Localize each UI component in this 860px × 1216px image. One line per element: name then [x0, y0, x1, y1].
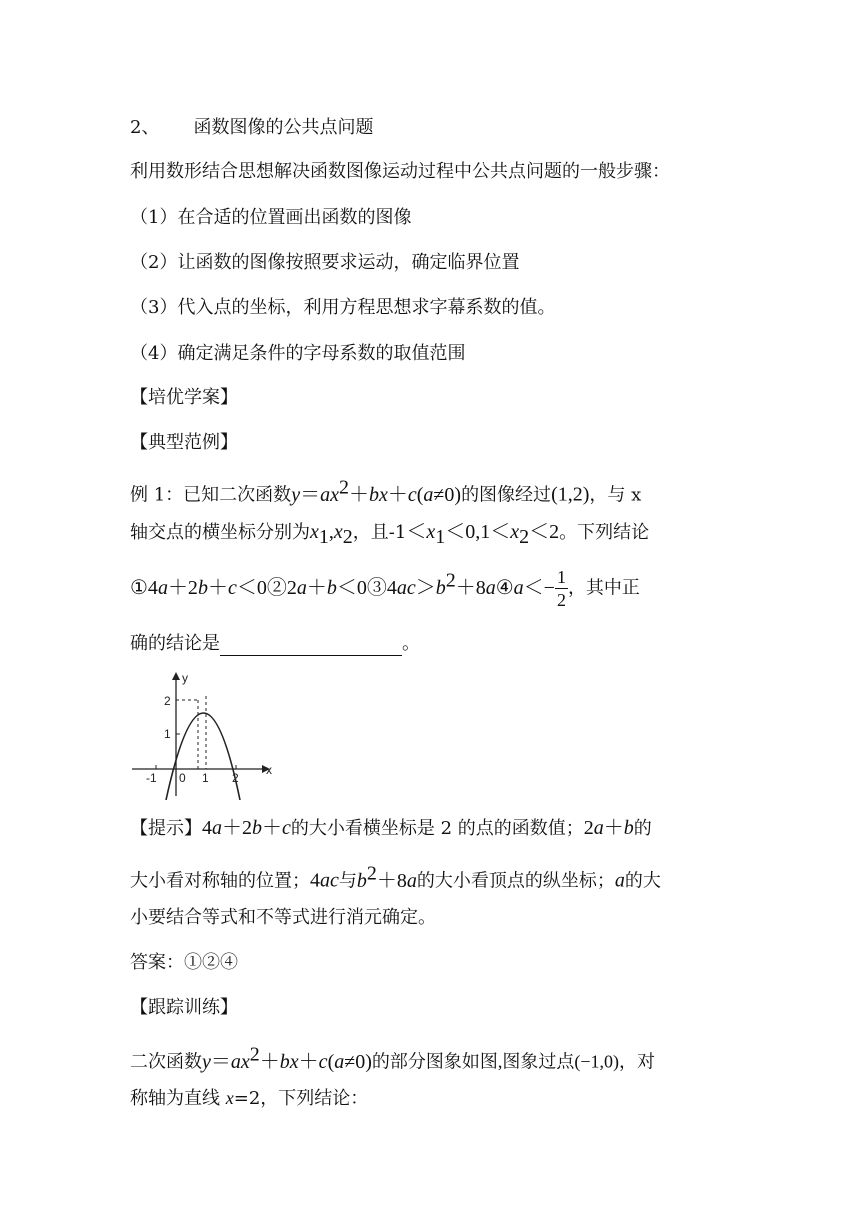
answer-text: 答案：①②④ [130, 952, 238, 973]
answer-blank[interactable] [220, 635, 402, 656]
tick-label-x-1: 1 [202, 771, 209, 785]
intro-text: 利用数形结合思想解决函数图像运动过程中公共点问题的一般步骤： [130, 161, 670, 182]
y-label: y [182, 671, 188, 685]
step-3: （3）代入点的坐标，利用方程思想求字幕系数的值。 [130, 297, 556, 318]
training-line-1: 二次函数$y=ax^2+bx+c(a\ne 0)$的部分图象如图,图象过点(−1,0)，对 [130, 1043, 656, 1073]
section-genzong: 【跟踪训练】 [130, 997, 238, 1018]
fraction-half: $\frac{1}{2}$ [556, 567, 566, 611]
tick-label-y-2: 2 [164, 694, 171, 708]
tick-label-y-1: 1 [164, 727, 171, 741]
step-2: （2）让函数的图像按照要求运动，确定临界位置 [130, 252, 520, 273]
heading-title: 函数图像的公共点问题 [193, 117, 374, 138]
tick-label-x--1: -1 [146, 771, 157, 785]
section-peiyou: 【培优学案】 [130, 387, 238, 408]
y-axis-arrow [172, 672, 180, 680]
tick-label-x-2: 2 [232, 771, 239, 785]
hint-line-1: 【提示】4a＋2b＋c的大小看横坐标是 2 的点的函数值；2a＋b的 [130, 817, 652, 839]
section-heading [130, 116, 373, 140]
point-1-2: (1,2) [551, 483, 590, 506]
training-line-2: 称轴为直线 x=2，下列结论： [130, 1088, 369, 1109]
parabola-curve [166, 713, 240, 800]
hint-label: 【提示】 [130, 818, 202, 839]
tick-label-x-0: 0 [179, 771, 186, 785]
section-dianxing: 【典型范例】 [130, 432, 238, 453]
step-4: （4）确定满足条件的字母系数的取值范围 [130, 343, 466, 364]
example-line-4: 确的结论是 。 [130, 633, 420, 654]
function-expression: $y=ax^2+bx+c(a\ne 0)$ [291, 476, 462, 506]
heading-number: 2、 [130, 117, 160, 138]
step-1: （1）在合适的位置画出函数的图像 [130, 207, 412, 228]
example-line-2: 轴交点的横坐标分别为$x_1,x_2$，且$-1<x_1<0,1<x_2<2$。下列结论 [130, 521, 650, 548]
x-label: x [266, 763, 272, 777]
hint-line-3: 小要结合等式和不等式进行消元确定。 [130, 907, 436, 928]
example-line-1: 例 1：已知二次函数$y=ax^2+bx+c(a\ne 0)$的图像经过(1,2)，与 x [130, 476, 642, 506]
example-line-3: $①4a+2b+c<0②2a+b<0③4ac>b^2+8a④a<-$ $\frac{1}{2}$ ，其中正 [130, 567, 640, 611]
hint-line-2: 大小看对称轴的位置；4ac与$b^2+8a$的大小看顶点的纵坐标；a的大 [130, 862, 661, 892]
parabola-graph [128, 668, 278, 800]
conclusions: $①4a+2b+c<0②2a+b<0③4ac>b^2+8a④a<-$ [130, 569, 555, 599]
